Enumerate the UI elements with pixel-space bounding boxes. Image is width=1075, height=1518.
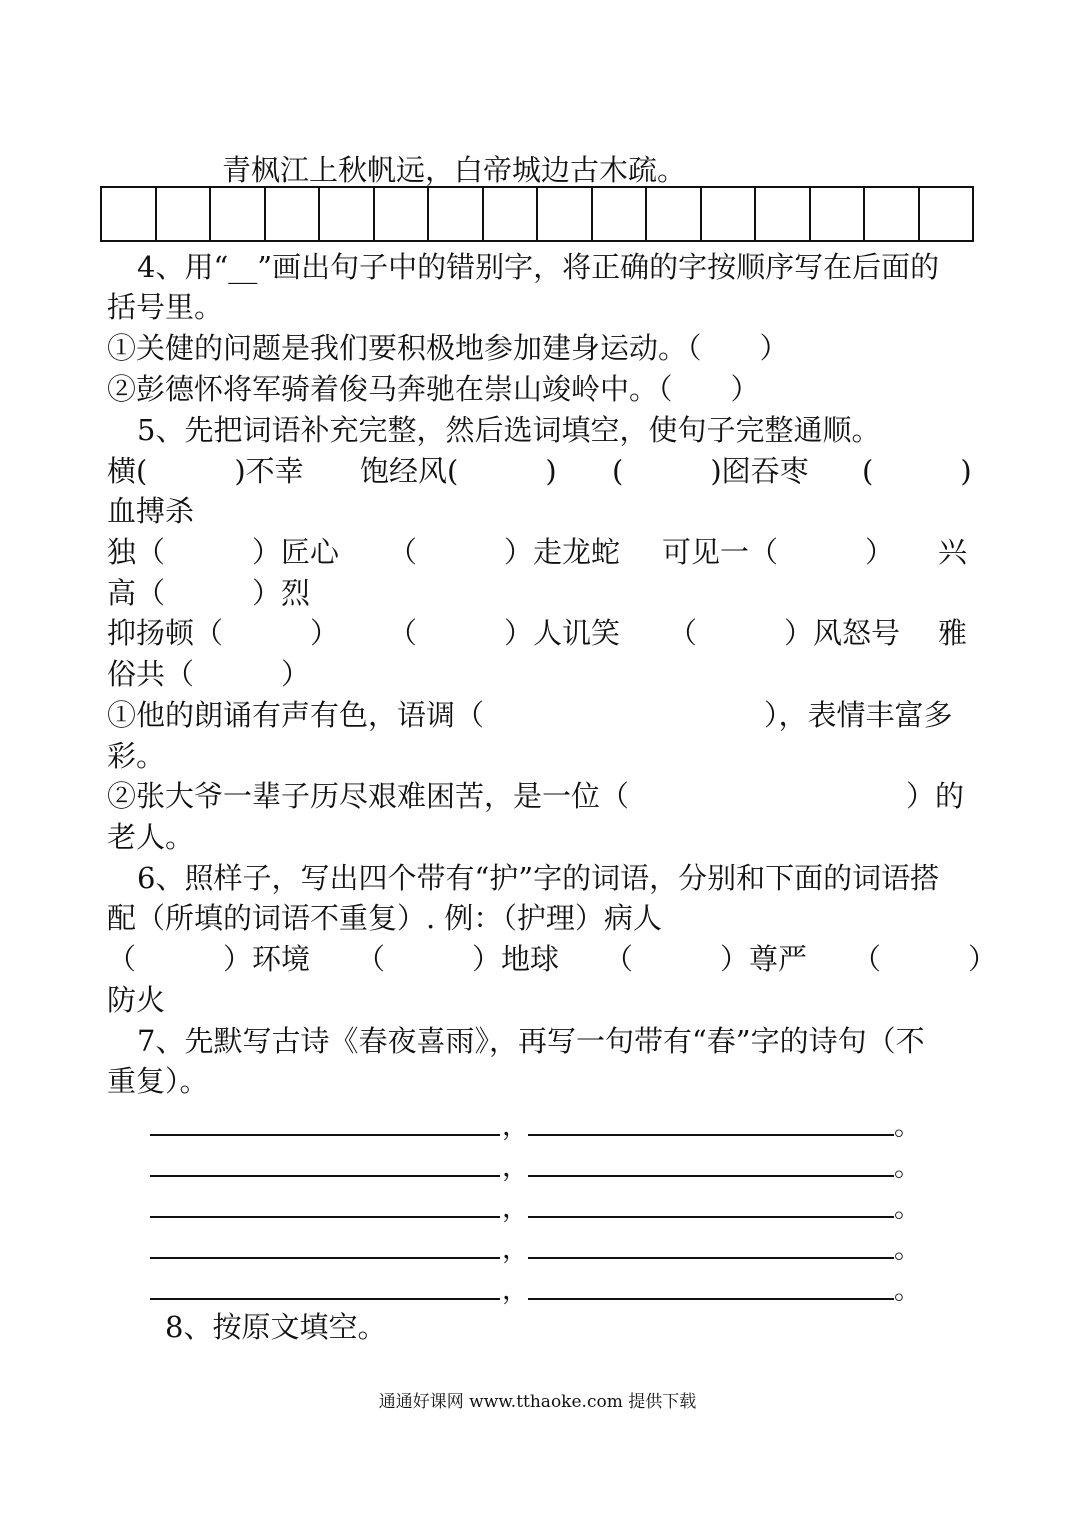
answer-line[interactable] xyxy=(528,1134,894,1136)
grid-cell[interactable] xyxy=(320,188,375,240)
q5-sentence-2-cont: 老人。 xyxy=(107,820,195,854)
grid-cell[interactable] xyxy=(865,188,920,240)
answer-line[interactable] xyxy=(150,1298,500,1300)
collocation-1: （ ）环境 xyxy=(107,942,311,976)
q5-sentence-1: ①他的朗诵有声有色，语调（ xyxy=(107,698,485,732)
grid-cell[interactable] xyxy=(211,188,266,240)
collocation-4-cont: 防火 xyxy=(107,983,166,1017)
period: 。 xyxy=(894,1193,921,1224)
idiom-6: （ ）走龙蛇 xyxy=(388,535,621,569)
q4-item-1: ①关健的问题是我们要积极地参加建身运动。（ ） xyxy=(107,331,789,365)
q5-title: 5、先把词语补充完整，然后选词填空，使句子完整通顺。 xyxy=(137,413,881,447)
period: 。 xyxy=(894,1111,921,1142)
idiom-4-cont: 血搏杀 xyxy=(107,494,195,528)
idiom-9: 抑扬顿（ ） xyxy=(107,616,340,650)
q5-sentence-1-cont: 彩。 xyxy=(107,739,166,773)
grid-cell[interactable] xyxy=(102,188,157,240)
answer-line[interactable] xyxy=(150,1134,500,1136)
answer-line[interactable] xyxy=(150,1216,500,1218)
footer-credit: 通通好课网 www.tthaoke.com 提供下载 xyxy=(378,1392,697,1412)
idiom-12-cont: 俗共（ ） xyxy=(107,657,311,691)
q5-sentence-2-end: ）的 xyxy=(906,779,965,813)
grid-cell[interactable] xyxy=(538,188,593,240)
q4-item-2: ②彭德怀将军骑着俊马奔驰在崇山竣岭中。（ ） xyxy=(107,372,760,406)
idiom-12: 雅 xyxy=(938,616,968,650)
grid-cell[interactable] xyxy=(702,188,757,240)
grid-cell[interactable] xyxy=(157,188,212,240)
idiom-11: （ ）风怒号 xyxy=(668,616,901,650)
period: 。 xyxy=(894,1234,921,1265)
idiom-1: 横( )不幸 xyxy=(107,454,304,488)
period: 。 xyxy=(894,1152,921,1183)
grid-cell[interactable] xyxy=(756,188,811,240)
grid-cell[interactable] xyxy=(266,188,321,240)
answer-line[interactable] xyxy=(528,1175,894,1177)
q7-title-cont: 重复）。 xyxy=(107,1064,209,1098)
q6-title: 6、照样子，写出四个带有“护”字的词语，分别和下面的词语搭 xyxy=(137,861,940,895)
idiom-2: 饱经风( ) xyxy=(360,454,557,488)
q5-sentence-2: ②张大爷一辈子历尽艰难困苦，是一位（ xyxy=(107,779,630,813)
period: 。 xyxy=(894,1275,921,1306)
q4-title-cont: 括号里。 xyxy=(107,290,224,324)
collocation-3: （ ）尊严 xyxy=(604,942,808,976)
idiom-8: 兴 xyxy=(938,535,968,569)
grid-cell[interactable] xyxy=(920,188,973,240)
comma: ， xyxy=(502,1234,529,1265)
idiom-3: ( )囵吞枣 xyxy=(612,454,809,488)
answer-line[interactable] xyxy=(528,1298,894,1300)
q4-title: 4、用“__”画出句子中的错别字，将正确的字按顺序写在后面的 xyxy=(137,250,940,284)
idiom-5: 独（ ）匠心 xyxy=(107,535,340,569)
answer-line[interactable] xyxy=(528,1216,894,1218)
grid-cell[interactable] xyxy=(429,188,484,240)
q8-title: 8、按原文填空。 xyxy=(165,1310,387,1344)
comma: ， xyxy=(502,1152,529,1183)
idiom-8-cont: 高（ ）烈 xyxy=(107,576,311,610)
grid-cell[interactable] xyxy=(593,188,648,240)
comma: ， xyxy=(502,1111,529,1142)
grid-cell[interactable] xyxy=(811,188,866,240)
poem-line: 青枫江上秋帆远，白帝城边古木疏。 xyxy=(222,153,687,187)
q6-title-cont: 配（所填的词语不重复）. 例：（护理）病人 xyxy=(107,901,662,935)
collocation-2: （ ）地球 xyxy=(356,942,560,976)
q7-title: 7、先默写古诗《春夜喜雨》，再写一句带有“春”字的诗句（不 xyxy=(137,1024,925,1058)
grid-cell[interactable] xyxy=(484,188,539,240)
writing-grid[interactable] xyxy=(100,186,974,242)
grid-cell[interactable] xyxy=(375,188,430,240)
q5-sentence-1-end: ），表情丰富多 xyxy=(764,698,953,732)
grid-cell[interactable] xyxy=(647,188,702,240)
comma: ， xyxy=(502,1193,529,1224)
answer-line[interactable] xyxy=(528,1257,894,1259)
idiom-10: （ ）人讥笑 xyxy=(388,616,621,650)
idiom-4: ( ) xyxy=(862,454,972,488)
comma: ， xyxy=(502,1275,529,1306)
collocation-4: （ ） xyxy=(852,942,998,976)
answer-line[interactable] xyxy=(150,1257,500,1259)
answer-line[interactable] xyxy=(150,1175,500,1177)
idiom-7: 可见一（ ） xyxy=(662,535,895,569)
